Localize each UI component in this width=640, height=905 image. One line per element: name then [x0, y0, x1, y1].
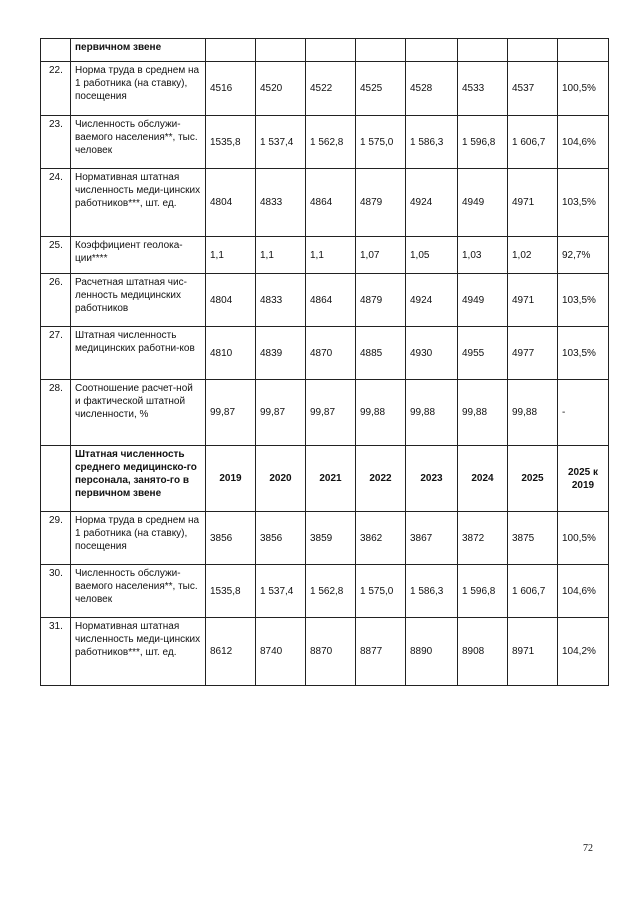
section-header-label: Штатная численность среднего медицинско-го персонала, занято-го в первичном звене — [71, 446, 206, 512]
value-cell: 100,5% — [558, 62, 609, 116]
value-cell: 8890 — [406, 618, 458, 686]
value-cell: 4864 — [306, 274, 356, 327]
value-cell: 1 575,0 — [356, 565, 406, 618]
year-header-cell: 2023 — [406, 446, 458, 512]
empty-cell — [256, 39, 306, 62]
year-header-cell: 2019 — [206, 446, 256, 512]
row-number-cell: 26. — [41, 274, 71, 327]
value-cell: 1,02 — [508, 237, 558, 274]
row-number-cell: 31. — [41, 618, 71, 686]
value-cell: 3867 — [406, 512, 458, 565]
row-number-cell: 28. — [41, 380, 71, 446]
value-cell: 1535,8 — [206, 116, 256, 169]
value-cell: 4833 — [256, 274, 306, 327]
row-label-cell: Нормативная штатная численность меди-цинских работников***, шт. ед. — [71, 169, 206, 237]
value-cell: 8908 — [458, 618, 508, 686]
value-cell: 8740 — [256, 618, 306, 686]
value-cell: 103,5% — [558, 169, 609, 237]
section-header-row — [41, 446, 609, 512]
value-cell: 4520 — [256, 62, 306, 116]
value-cell: 4955 — [458, 327, 508, 380]
value-cell: 1 562,8 — [306, 565, 356, 618]
table-row — [41, 237, 609, 274]
value-cell: 4810 — [206, 327, 256, 380]
table-row — [41, 380, 609, 446]
value-cell: 4839 — [256, 327, 306, 380]
empty-cell — [356, 39, 406, 62]
value-cell: 8870 — [306, 618, 356, 686]
value-cell: 3856 — [206, 512, 256, 565]
value-cell: 4949 — [458, 274, 508, 327]
value-cell: 4930 — [406, 327, 458, 380]
value-cell: 4516 — [206, 62, 256, 116]
value-cell: 3872 — [458, 512, 508, 565]
value-cell: 3875 — [508, 512, 558, 565]
empty-cell — [306, 39, 356, 62]
value-cell: 104,6% — [558, 116, 609, 169]
continuation-label: первичном звене — [71, 39, 206, 62]
value-cell: 99,88 — [508, 380, 558, 446]
value-cell: 99,88 — [406, 380, 458, 446]
year-header-cell: 2020 — [256, 446, 306, 512]
row-number-cell: 30. — [41, 565, 71, 618]
value-cell: 4949 — [458, 169, 508, 237]
year-header-cell: 2025 к 2019 — [558, 446, 609, 512]
row-number-cell — [41, 446, 71, 512]
value-cell: 103,5% — [558, 327, 609, 380]
value-cell: 4879 — [356, 274, 406, 327]
value-cell: 4533 — [458, 62, 508, 116]
empty-cell — [206, 39, 256, 62]
row-label-cell: Коэффициент геолока-ции**** — [71, 237, 206, 274]
table-row — [41, 274, 609, 327]
row-number-cell: 25. — [41, 237, 71, 274]
value-cell: 1,05 — [406, 237, 458, 274]
value-cell: 4522 — [306, 62, 356, 116]
empty-cell — [558, 39, 609, 62]
value-cell: 1 586,3 — [406, 565, 458, 618]
value-cell: 4864 — [306, 169, 356, 237]
value-cell: 1,1 — [206, 237, 256, 274]
value-cell: 4924 — [406, 169, 458, 237]
value-cell: 8877 — [356, 618, 406, 686]
page-number: 72 — [583, 843, 593, 854]
row-label-cell: Нормативная штатная численность меди-цинских работников***, шт. ед. — [71, 618, 206, 686]
row-number-cell: 22. — [41, 62, 71, 116]
value-cell: 92,7% — [558, 237, 609, 274]
year-header-cell: 2024 — [458, 446, 508, 512]
row-label-cell: Норма труда в среднем на 1 работника (на ставку), посещения — [71, 62, 206, 116]
value-cell: 1 586,3 — [406, 116, 458, 169]
staffing-table — [40, 38, 609, 686]
value-cell: 99,88 — [458, 380, 508, 446]
value-cell: 1 606,7 — [508, 565, 558, 618]
value-cell: 1 562,8 — [306, 116, 356, 169]
value-cell: 4537 — [508, 62, 558, 116]
value-cell: 3862 — [356, 512, 406, 565]
row-label-cell: Численность обслужи-ваемого населения**, тыс. человек — [71, 116, 206, 169]
year-header-cell: 2025 — [508, 446, 558, 512]
table-row — [41, 618, 609, 686]
row-number-cell: 29. — [41, 512, 71, 565]
row-number-cell: 23. — [41, 116, 71, 169]
year-header-cell: 2022 — [356, 446, 406, 512]
value-cell: 4971 — [508, 169, 558, 237]
value-cell: 4885 — [356, 327, 406, 380]
row-number-cell: 24. — [41, 169, 71, 237]
value-cell: 4804 — [206, 169, 256, 237]
row-number-cell: 27. — [41, 327, 71, 380]
value-cell: 1,1 — [306, 237, 356, 274]
value-cell: 1 575,0 — [356, 116, 406, 169]
empty-cell — [508, 39, 558, 62]
row-label-cell: Штатная численность медицинских работни-ков — [71, 327, 206, 380]
value-cell: 4525 — [356, 62, 406, 116]
value-cell: 1,1 — [256, 237, 306, 274]
value-cell: 104,6% — [558, 565, 609, 618]
value-cell: 100,5% — [558, 512, 609, 565]
table-row — [41, 327, 609, 380]
value-cell: 99,87 — [206, 380, 256, 446]
value-cell: 99,88 — [356, 380, 406, 446]
value-cell: 4833 — [256, 169, 306, 237]
year-header-cell: 2021 — [306, 446, 356, 512]
value-cell: 1,03 — [458, 237, 508, 274]
value-cell: 1,07 — [356, 237, 406, 274]
value-cell: 3856 — [256, 512, 306, 565]
value-cell: 4528 — [406, 62, 458, 116]
value-cell: 1 596,8 — [458, 565, 508, 618]
row-label-cell: Расчетная штатная чис-ленность медицинских работников — [71, 274, 206, 327]
value-cell: 99,87 — [256, 380, 306, 446]
value-cell: - — [558, 380, 609, 446]
value-cell: 4879 — [356, 169, 406, 237]
value-cell: 8971 — [508, 618, 558, 686]
empty-cell — [406, 39, 458, 62]
table-row — [41, 62, 609, 116]
row-number-cell — [41, 39, 71, 62]
table-row — [41, 565, 609, 618]
table-row — [41, 512, 609, 565]
value-cell: 1 537,4 — [256, 565, 306, 618]
value-cell: 4924 — [406, 274, 458, 327]
value-cell: 1 606,7 — [508, 116, 558, 169]
value-cell: 4804 — [206, 274, 256, 327]
row-label-cell: Численность обслужи-ваемого населения**, тыс. человек — [71, 565, 206, 618]
empty-cell — [458, 39, 508, 62]
value-cell: 4977 — [508, 327, 558, 380]
value-cell: 99,87 — [306, 380, 356, 446]
table-body — [41, 39, 609, 686]
table-row — [41, 116, 609, 169]
value-cell: 1 537,4 — [256, 116, 306, 169]
value-cell: 104,2% — [558, 618, 609, 686]
value-cell: 1535,8 — [206, 565, 256, 618]
value-cell: 8612 — [206, 618, 256, 686]
value-cell: 4870 — [306, 327, 356, 380]
row-label-cell: Норма труда в среднем на 1 работника (на ставку), посещения — [71, 512, 206, 565]
table-row-continuation — [41, 39, 609, 62]
value-cell: 103,5% — [558, 274, 609, 327]
value-cell: 1 596,8 — [458, 116, 508, 169]
value-cell: 3859 — [306, 512, 356, 565]
table-row — [41, 169, 609, 237]
value-cell: 4971 — [508, 274, 558, 327]
row-label-cell: Соотношение расчет-ной и фактической штатной численности, % — [71, 380, 206, 446]
